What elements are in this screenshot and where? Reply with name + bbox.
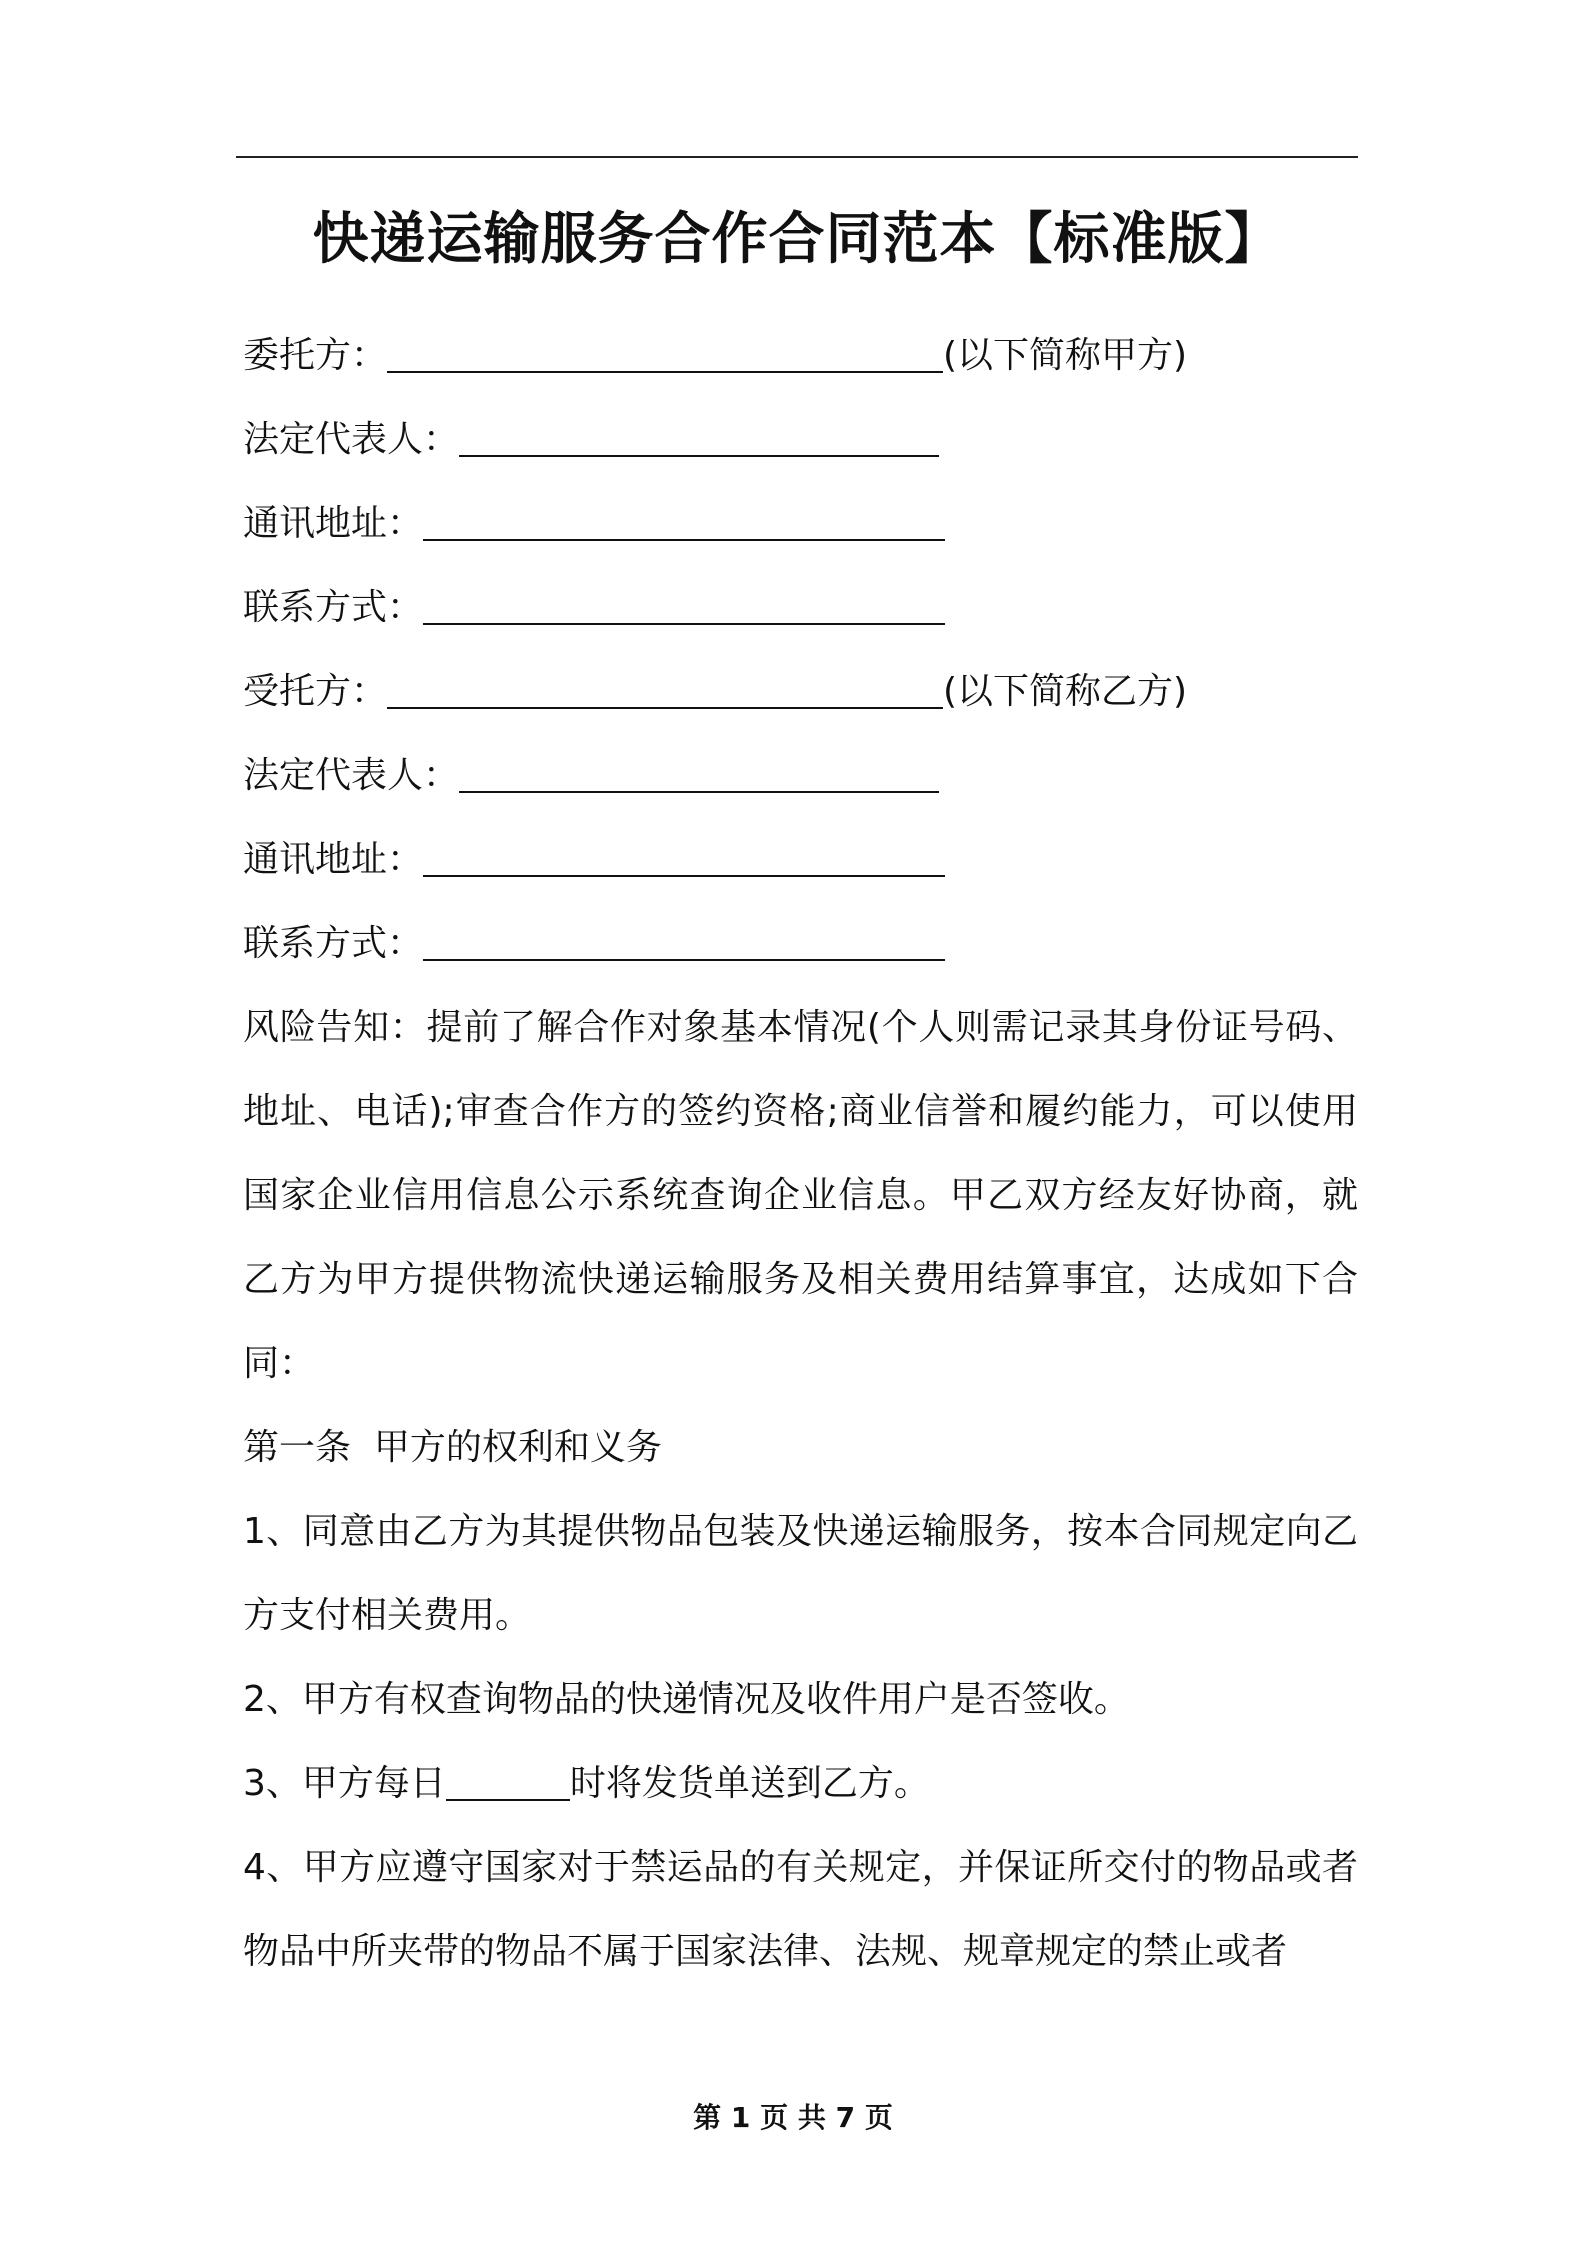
party-a-address-blank[interactable]	[423, 503, 945, 541]
party-b-address-blank[interactable]	[423, 839, 945, 877]
party-a-address-label: 通讯地址：	[243, 503, 424, 544]
party-b-rep-blank[interactable]	[459, 755, 939, 793]
party-a-rep-line	[243, 398, 1358, 482]
party-b-rep-line	[243, 734, 1358, 818]
party-b-address-line	[243, 818, 1358, 902]
party-a-suffix: (以下简称甲方)	[943, 335, 1188, 376]
party-b-name-blank[interactable]	[387, 671, 943, 709]
party-a-contact-line	[243, 566, 1358, 650]
document-body	[243, 314, 1358, 1994]
party-b-contact-line	[243, 902, 1358, 986]
article-1-item-2: 2、甲方有权查询物品的快递情况及收件用户是否签收。	[243, 1679, 1130, 1720]
article-1-item-3	[243, 1742, 1358, 1826]
party-b-address-label: 通讯地址：	[243, 839, 424, 880]
header-rule	[236, 156, 1358, 158]
article-1-heading: 第一条 甲方的权利和义务	[243, 1427, 662, 1468]
risk-notice-paragraph: 风险告知：提前了解合作对象基本情况(个人则需记录其身份证号码、地址、电话);审查合作方的签约资格;商业信誉和履约能力，可以使用国家企业信用信息公示系统查询企业信息。甲乙双方经友好协商，就乙方为甲方提供物流快递运输服务及相关费用结算事宜，达成如下合同：	[243, 1007, 1358, 1384]
page-footer: 第 1 页 共 7 页	[693, 2101, 893, 2134]
delivery-time-blank[interactable]	[446, 1763, 570, 1801]
party-a-entrusting-label: 委托方：	[243, 335, 388, 376]
party-b-rep-label: 法定代表人：	[243, 755, 460, 796]
party-a-entrusting-line	[243, 314, 1358, 398]
party-b-suffix: (以下简称乙方)	[943, 671, 1188, 712]
party-b-entrusted-label: 受托方：	[243, 671, 388, 712]
party-a-contact-label: 联系方式：	[243, 587, 424, 628]
party-a-address-line	[243, 482, 1358, 566]
article-1-item-3-after: 时将发货单送到乙方。	[569, 1763, 930, 1804]
article-1-item-3-before: 3、甲方每日	[243, 1763, 446, 1804]
document-title: 快递运输服务合作合同范本【标准版】	[312, 207, 1282, 272]
party-a-rep-label: 法定代表人：	[243, 419, 460, 460]
article-1-item-1: 1、同意由乙方为其提供物品包装及快递运输服务，按本合同规定向乙方支付相关费用。	[243, 1511, 1358, 1636]
party-b-contact-label: 联系方式：	[243, 923, 424, 964]
party-a-rep-blank[interactable]	[459, 419, 939, 457]
party-b-entrusted-line	[243, 650, 1358, 734]
party-b-contact-blank[interactable]	[423, 923, 945, 961]
article-1-item-4: 4、甲方应遵守国家对于禁运品的有关规定，并保证所交付的物品或者物品中所夹带的物品不属于国家法律、法规、规章规定的禁止或者	[243, 1847, 1358, 1972]
party-a-contact-blank[interactable]	[423, 587, 945, 625]
party-a-name-blank[interactable]	[387, 335, 943, 373]
